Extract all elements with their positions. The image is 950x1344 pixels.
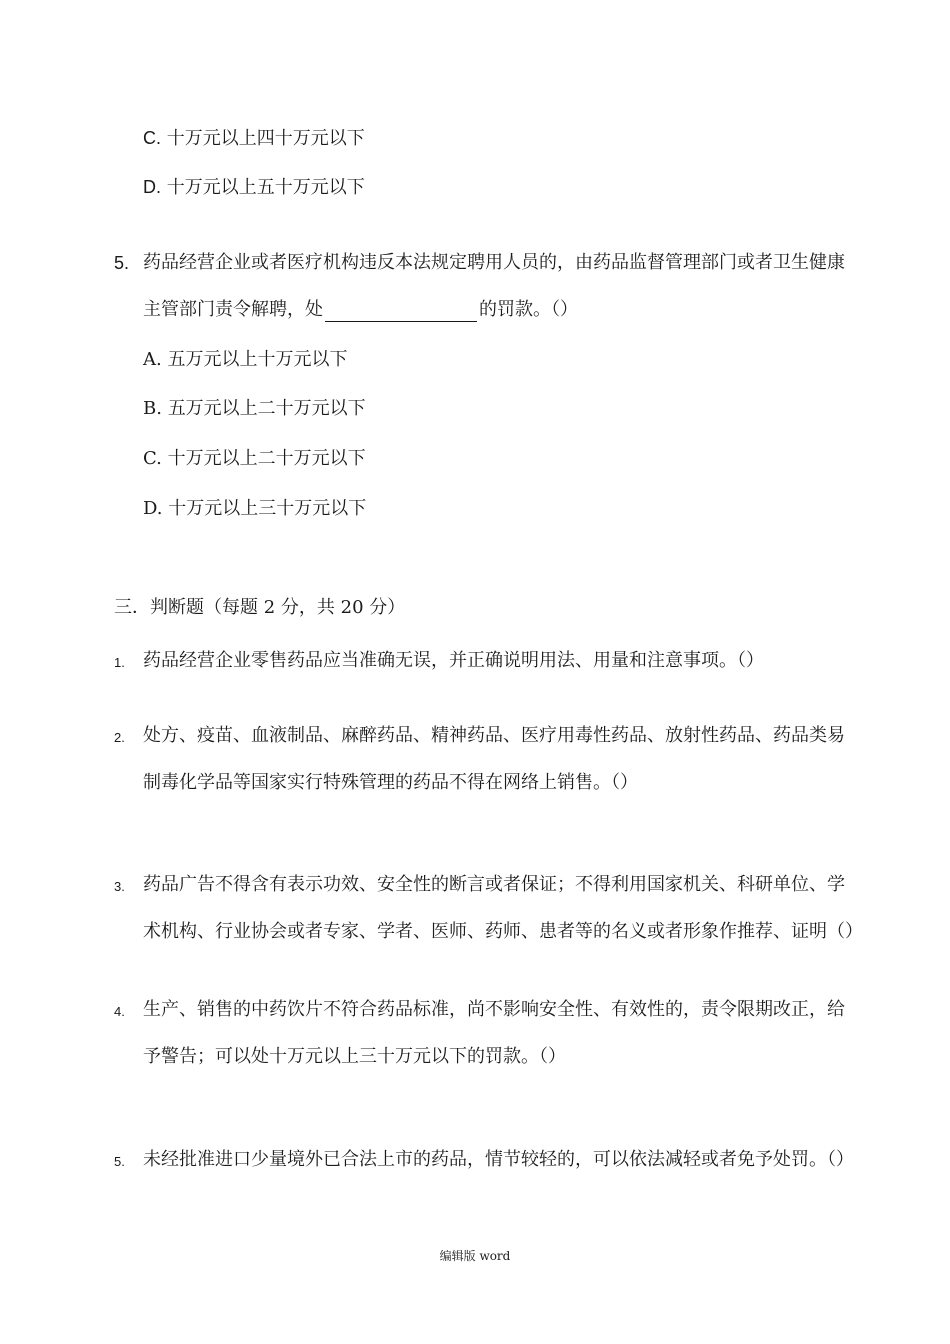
judgment-3-number: 3. bbox=[114, 879, 125, 894]
judgment-4-number: 4. bbox=[114, 1004, 125, 1019]
judgment-2-line-2: 制毒化学品等国家实行特殊管理的药品不得在网络上销售。（） bbox=[143, 772, 638, 793]
judgment-1-number: 1. bbox=[114, 655, 125, 670]
option-letter: B. bbox=[143, 398, 162, 419]
prev-option-d bbox=[143, 175, 365, 200]
judgment-3-line-2: 术机构、行业协会或者专家、学者、医师、药师、患者等的名义或者形象作推荐、证明（） bbox=[143, 921, 863, 942]
question-5-text-before-blank: 主管部门责令解聘，处 bbox=[143, 299, 323, 320]
option-text: 十万元以上五十万元以下 bbox=[166, 177, 365, 198]
option-letter: D. bbox=[143, 498, 163, 519]
question-5-number: 5. bbox=[114, 253, 130, 273]
question-5-line-2 bbox=[143, 298, 578, 322]
question-5-option-b bbox=[143, 397, 366, 421]
question-5-option-d bbox=[143, 497, 366, 521]
judgment-2-number: 2. bbox=[114, 730, 125, 745]
judgment-5-line-1: 未经批准进口少量境外已合法上市的药品，情节较轻的，可以依法减轻或者免予处罚。（） bbox=[143, 1149, 854, 1170]
judgment-1-line-1: 药品经营企业零售药品应当准确无误，并正确说明用法、用量和注意事项。（） bbox=[143, 650, 764, 671]
option-text: 十万元以上三十万元以下 bbox=[168, 498, 367, 519]
judgment-3-line-1: 药品广告不得含有表示功效、安全性的断言或者保证；不得利用国家机关、科研单位、学 bbox=[143, 874, 845, 895]
question-5-text-after-blank: 的罚款。（） bbox=[479, 299, 578, 320]
option-letter: A. bbox=[143, 349, 162, 370]
option-text: 五万元以上十万元以下 bbox=[167, 349, 348, 370]
question-5-line-1: 药品经营企业或者医疗机构违反本法规定聘用人员的，由药品监督管理部门或者卫生健康 bbox=[143, 252, 845, 273]
option-letter: D. bbox=[143, 177, 161, 197]
section-3-heading: 三．判断题（每题 2 分，共 20 分） bbox=[114, 597, 406, 618]
option-letter: C. bbox=[143, 128, 161, 148]
judgment-4-line-2: 予警告；可以处十万元以上三十万元以下的罚款。（） bbox=[143, 1046, 566, 1067]
prev-option-c bbox=[143, 126, 365, 151]
page-footer: 编辑版 word bbox=[439, 1249, 511, 1263]
option-text: 五万元以上二十万元以下 bbox=[167, 398, 366, 419]
question-5-option-c bbox=[143, 447, 366, 471]
option-text: 十万元以上四十万元以下 bbox=[166, 128, 365, 149]
option-letter: C. bbox=[143, 448, 162, 469]
option-text: 十万元以上二十万元以下 bbox=[167, 448, 366, 469]
question-5-option-a bbox=[143, 348, 347, 372]
judgment-4-line-1: 生产、销售的中药饮片不符合药品标准，尚不影响安全性、有效性的，责令限期改正，给 bbox=[143, 999, 845, 1020]
judgment-2-line-1: 处方、疫苗、血液制品、麻醉药品、精神药品、医疗用毒性药品、放射性药品、药品类易 bbox=[143, 725, 845, 746]
answer-blank bbox=[325, 301, 477, 322]
judgment-5-number: 5. bbox=[114, 1154, 125, 1169]
